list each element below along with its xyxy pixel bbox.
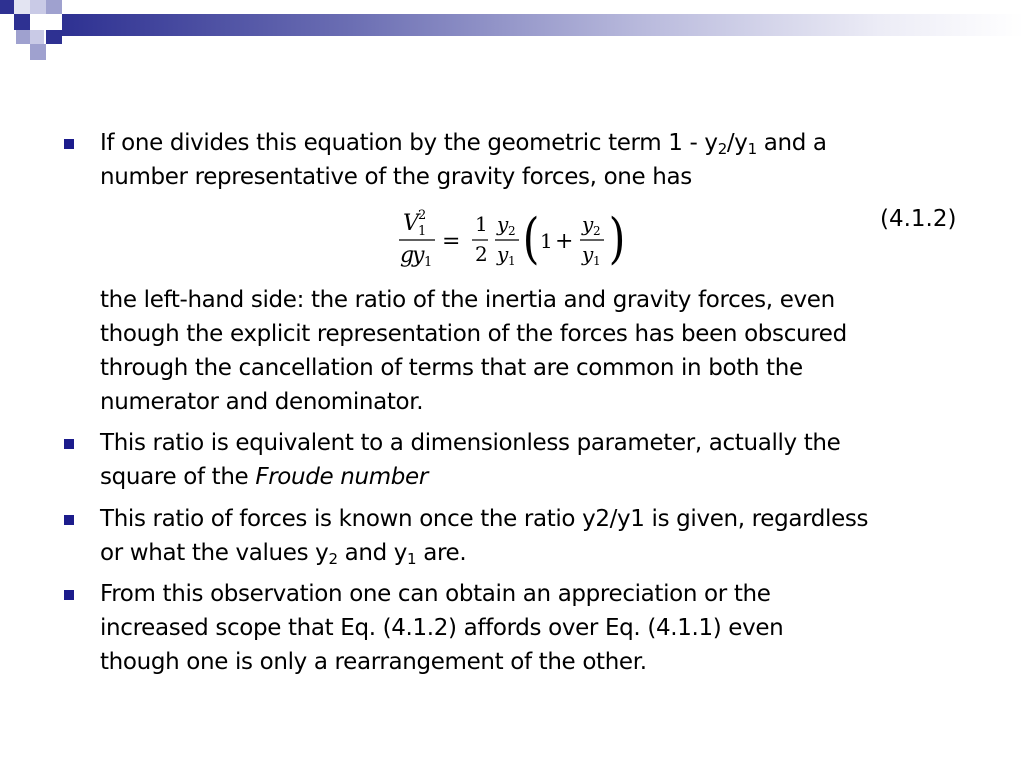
bullet-3-line-1: This ratio of forces is known once the ratio y2/y1 is given, regardless — [100, 506, 869, 532]
bullet-3-line-2-part-a: or what the values y — [100, 540, 329, 566]
eq-ratio-denominator-y: y — [497, 242, 509, 266]
eq-inner-ratio-denominator-sub: 1 — [593, 254, 601, 268]
eq-ratio-numerator-sub: 2 — [508, 224, 516, 238]
eq-lhs-denominator-y: y — [412, 243, 425, 268]
bullet-4-text — [100, 577, 980, 679]
eq-lhs-denominator-sub: 1 — [424, 255, 433, 270]
bullet-2-line-2 — [100, 460, 980, 494]
bullet-1-text — [100, 126, 980, 194]
eq-ratio-denominator-sub: 1 — [508, 254, 516, 268]
subscript-1: 1 — [407, 550, 417, 568]
bullet-2-text — [100, 426, 980, 494]
eq-one: 1 — [540, 229, 553, 253]
bullet-2-line-1: This ratio is equivalent to a dimensionless parameter, actually the — [100, 430, 841, 456]
equation-graphic — [395, 204, 625, 274]
subscript-2: 2 — [328, 550, 338, 568]
bullet-1-continuation — [100, 283, 980, 419]
eq-ratio-numerator-y: y — [497, 212, 509, 236]
equation-number: (4.1.2) — [880, 206, 957, 232]
eq-lhs-numerator-sub: 1 — [418, 224, 427, 239]
bullet-1-line-1-part-c: and a — [756, 130, 827, 156]
square-bullet-icon — [64, 139, 74, 149]
bullet-3-text — [100, 502, 980, 570]
equation-4-1-2 — [395, 204, 625, 274]
eq-half-numerator: 1 — [475, 212, 488, 236]
eq-equals-sign: = — [442, 229, 461, 254]
bullet-1-continuation-line-1: the left-hand side: the ratio of the inertia and gravity forces, even — [100, 287, 835, 313]
square-bullet-icon — [64, 515, 74, 525]
bullet-1-continuation-line-3: through the cancellation of terms that are common in both the — [100, 355, 803, 381]
bullet-1-line-1-part-b: /y — [726, 130, 748, 156]
eq-plus-sign: + — [555, 229, 574, 254]
bullet-3-line-2-part-b: and y — [337, 540, 408, 566]
bullet-4-line-3: though one is only a rearrangement of the other. — [100, 649, 647, 675]
eq-inner-ratio-denominator-y: y — [582, 242, 594, 266]
square-bullet-icon — [64, 590, 74, 600]
bullet-1-continuation-line-2: though the explicit representation of the forces has been obscured — [100, 321, 847, 347]
bullet-3-line-2 — [100, 536, 980, 570]
eq-lhs-numerator-v: V — [403, 211, 419, 236]
square-bullet-icon — [64, 439, 74, 449]
bullet-3-line-2-part-c: are. — [416, 540, 467, 566]
eq-inner-ratio-numerator-sub: 2 — [593, 224, 601, 238]
bullet-1-continuation-line-4: numerator and denominator. — [100, 389, 424, 415]
eq-open-paren: ( — [522, 207, 540, 271]
bullet-1-line-1 — [100, 126, 980, 160]
eq-inner-ratio-numerator-y: y — [582, 212, 594, 236]
eq-close-paren: ) — [608, 207, 625, 271]
subscript-2: 2 — [717, 140, 727, 158]
bullet-4-line-2: increased scope that Eq. (4.1.2) affords over Eq. (4.1.1) even — [100, 615, 784, 641]
bullet-1-line-2: number representative of the gravity forces, one has — [100, 164, 692, 190]
eq-half-denominator: 2 — [475, 242, 488, 266]
bullet-1-line-1-part-a: If one divides this equation by the geometric term 1 - y — [100, 130, 718, 156]
froude-number-term: Froude number — [255, 464, 428, 490]
eq-lhs-numerator-sup: 2 — [418, 208, 427, 223]
subscript-1: 1 — [747, 140, 757, 158]
bullet-2-line-2-part-a: square of the — [100, 464, 256, 490]
bullet-4-line-1: From this observation one can obtain an appreciation or the — [100, 581, 771, 607]
eq-lhs-denominator-g: g — [400, 243, 415, 268]
